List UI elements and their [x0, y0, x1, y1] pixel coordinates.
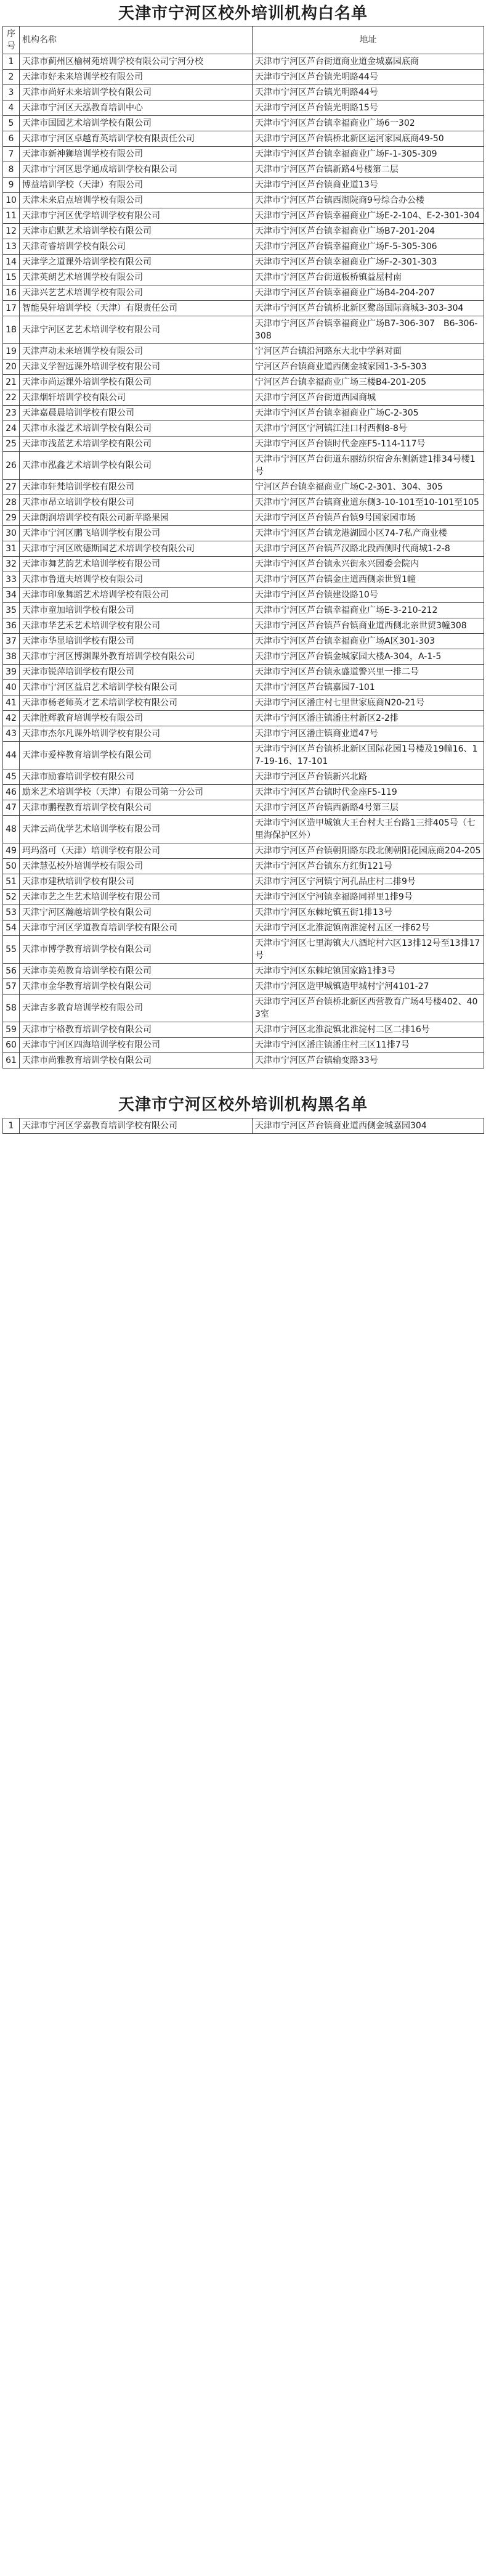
name-cell: 天津市鲁道夫培训学校有限公司: [20, 572, 253, 588]
name-cell: 天津奇睿培训学校有限公司: [20, 239, 253, 255]
num-cell: 61: [3, 1053, 20, 1069]
num-cell: 6: [3, 131, 20, 147]
num-cell: 1: [3, 54, 20, 70]
table-row: [3, 193, 484, 208]
header-name: 机构名称: [20, 27, 253, 54]
num-cell: 50: [3, 859, 20, 874]
addr-cell: 天津市宁河区潘庄镇潘庄村三区11排7号: [253, 1038, 484, 1053]
num-cell: 29: [3, 511, 20, 526]
addr-cell: 宁河区芦台镇幸福商业广场三楼B4-201-205: [253, 375, 484, 390]
num-cell: 16: [3, 285, 20, 301]
addr-cell: 天津市宁河区芦台镇幸福商业广场F-1-305-309: [253, 147, 484, 162]
num-cell: 51: [3, 874, 20, 890]
name-cell: 天津胜辉教育培训学校有限公司: [20, 711, 253, 726]
num-cell: 7: [3, 147, 20, 162]
name-cell: 天津市蓟州区榆树苑培训学校有限公司宁河分校: [20, 54, 253, 70]
table-row: [3, 100, 484, 116]
num-cell: 44: [3, 742, 20, 769]
num-cell: 52: [3, 890, 20, 905]
name-cell: 天津兴艺艺术培训学校有限公司: [20, 285, 253, 301]
addr-cell: 天津市宁河区东棘坨镇国家路1排3号: [253, 964, 484, 979]
table-row: [3, 406, 484, 421]
name-cell: 天津市爱梓教育培训学校有限公司: [20, 742, 253, 769]
num-cell: 22: [3, 390, 20, 406]
num-cell: 49: [3, 843, 20, 859]
name-cell: 励米艺术培训学校（天津）有限公司第一分公司: [20, 785, 253, 800]
num-cell: 18: [3, 316, 20, 344]
table-row: [3, 695, 484, 711]
table-row: [3, 618, 484, 634]
name-cell: 智能昊轩培训学校（天津）有限责任公司: [20, 301, 253, 316]
name-cell: 天津市宁格教育培训学校有限公司: [20, 1022, 253, 1038]
name-cell: 天津义学智远课外培训学校有限公司: [20, 359, 253, 375]
name-cell: 天津市尚好未来培训学校有限公司: [20, 85, 253, 100]
table-row: [3, 224, 484, 239]
table-row: [3, 131, 484, 147]
table-row: [3, 726, 484, 742]
name-cell: 天津市杰尔凡课外培训学校有限公司: [20, 726, 253, 742]
table-row: [3, 316, 484, 344]
addr-cell: 天津市宁河区芦台镇时代金座F5-119: [253, 785, 484, 800]
table-row: [3, 843, 484, 859]
table-row: [3, 70, 484, 85]
name-cell: 天津朗润培训学校有限公司新苹路果园: [20, 511, 253, 526]
addr-cell: 天津市宁河区芦台镇幸福商业广场E-2-104、E-2-301-304: [253, 208, 484, 224]
addr-cell: 天津市宁河区北淮淀镇南淮淀村五区一排62号: [253, 921, 484, 936]
name-cell: 天津市励睿培训学校有限公司: [20, 769, 253, 785]
name-cell: 天津英朗艺术培训学校有限公司: [20, 270, 253, 285]
table-row: [3, 816, 484, 843]
num-cell: 27: [3, 480, 20, 495]
num-cell: 58: [3, 995, 20, 1022]
table-row: [3, 359, 484, 375]
name-cell: 天津市金华教育培训学校有限公司: [20, 979, 253, 995]
table-row: [3, 890, 484, 905]
num-cell: 1: [3, 1118, 20, 1134]
num-cell: 42: [3, 711, 20, 726]
table-row: [3, 742, 484, 769]
name-cell: 天津市宁河区鹏飞培训学校有限公司: [20, 526, 253, 541]
name-cell: 天津市宁河区欧德斯国艺术培训学校有限公司: [20, 541, 253, 557]
table-row: [3, 301, 484, 316]
table-row: [3, 557, 484, 572]
table-row: [3, 344, 484, 359]
addr-cell: 天津市宁河区芦台镇幸福商业广场6一302: [253, 116, 484, 131]
name-cell: 天津市宁河区学嘉教育培训学校有限公司: [20, 1118, 253, 1134]
num-cell: 24: [3, 421, 20, 437]
name-cell: 天津市宁河区天泓教育培训中心: [20, 100, 253, 116]
addr-cell: 天津市宁河区芦台镇幸福商业广场F-5-305-306: [253, 239, 484, 255]
name-cell: 天津嘉晨晨培训学校有限公司: [20, 406, 253, 421]
addr-cell: 天津市宁河区芦台街道板桥镇益屋村南: [253, 270, 484, 285]
num-cell: 59: [3, 1022, 20, 1038]
table-row: [3, 680, 484, 695]
num-cell: 14: [3, 255, 20, 270]
name-cell: 天津市艺之生艺术培训学校有限公司: [20, 890, 253, 905]
table-row: [3, 541, 484, 557]
num-cell: 60: [3, 1038, 20, 1053]
name-cell: 天津市宁河区卓越育英培训学校有限责任公司: [20, 131, 253, 147]
name-cell: 天津市宁河区益启艺术培训学校有限公司: [20, 680, 253, 695]
table-row: [3, 285, 484, 301]
page: [0, 0, 486, 1134]
num-cell: 26: [3, 452, 20, 480]
addr-cell: 天津市宁河区芦台镇幸福商业广场F-2-301-303: [253, 255, 484, 270]
addr-cell: 天津市宁河区芦台街道东丽纺织宿舍东侧新建1排34号楼1号: [253, 452, 484, 480]
table-row: [3, 375, 484, 390]
addr-cell: 天津市宁河区芦台街道西园商城: [253, 390, 484, 406]
num-cell: 57: [3, 979, 20, 995]
table-row: [3, 1053, 484, 1069]
num-cell: 47: [3, 800, 20, 816]
name-cell: 天津市国园艺术培训学校有限公司: [20, 116, 253, 131]
addr-cell: 天津市宁河区芦台镇商业道东侧3-10-101至10-101至105: [253, 495, 484, 511]
name-cell: 天津市轩梵培训学校有限公司: [20, 480, 253, 495]
addr-cell: 天津市宁河区芦台镇永兴街永兴园委会院内: [253, 557, 484, 572]
addr-cell: 天津市宁河区芦台镇芦台镇商业道西侧北亲世贸3幢308: [253, 618, 484, 634]
addr-cell: 天津市宁河区潘庄镇商业道47号: [253, 726, 484, 742]
addr-cell: 天津市宁河区芦台镇商业道西侧金城嘉园304: [253, 1118, 484, 1134]
table-row: [3, 665, 484, 680]
name-cell: 天津吉多教育培训学校有限公司: [20, 995, 253, 1022]
blacklist-table: [2, 1118, 484, 1134]
name-cell: 天津未来启点培训学校有限公司: [20, 193, 253, 208]
table-row: [3, 255, 484, 270]
name-cell: 天津市好未来培训学校有限公司: [20, 70, 253, 85]
table-row: [3, 526, 484, 541]
name-cell: 天津市启默艺术培训学校有限公司: [20, 224, 253, 239]
name-cell: 天津烟轩培训学校有限公司: [20, 390, 253, 406]
addr-cell: 天津市宁河区东棘坨镇五街1排13号: [253, 905, 484, 921]
num-cell: 39: [3, 665, 20, 680]
name-cell: 天津声动未来培训学校有限公司: [20, 344, 253, 359]
whitelist-table: [2, 26, 484, 1069]
addr-cell: 天津市宁河区芦台镇光明路15号: [253, 100, 484, 116]
addr-cell: 天津市宁河区潘庄村七里世家底商N20-21号: [253, 695, 484, 711]
addr-cell: 天津市宁河区芦台镇桥北新区国际花园1号楼及19幢16、17-19-16、17-101: [253, 742, 484, 769]
name-cell: 天津市印象舞蹈艺术培训学校有限公司: [20, 588, 253, 603]
num-cell: 4: [3, 100, 20, 116]
name-cell: 天津市昂立培训学校有限公司: [20, 495, 253, 511]
name-cell: 天津市尚雅教育培训学校有限公司: [20, 1053, 253, 1069]
name-cell: 天津市美苑教育培训学校有限公司: [20, 964, 253, 979]
name-cell: 天津市博学教育培训学校有限公司: [20, 936, 253, 964]
table-row: [3, 270, 484, 285]
addr-cell: 天津市宁河区芦台镇幸福商业广场A区301-303: [253, 634, 484, 649]
addr-cell: 天津市宁河区芦台镇幸福商业广场B7-306-307 B6-306-308: [253, 316, 484, 344]
table-row: [3, 421, 484, 437]
table-row: [3, 588, 484, 603]
table-row: [3, 1038, 484, 1053]
num-cell: 13: [3, 239, 20, 255]
num-cell: 55: [3, 936, 20, 964]
num-cell: 35: [3, 603, 20, 618]
addr-cell: 天津市宁河区芦台镇建设路10号: [253, 588, 484, 603]
addr-cell: 天津市宁河区芦台镇龙港湖园小区74-7私产商业楼: [253, 526, 484, 541]
addr-cell: 天津市宁河区芦台镇桥北新区鹭岛国际商城3-303-304: [253, 301, 484, 316]
num-cell: 11: [3, 208, 20, 224]
header-addr: 地址: [253, 27, 484, 54]
num-cell: 53: [3, 905, 20, 921]
name-cell: 天津市宁河区四海培训学校有限公司: [20, 1038, 253, 1053]
num-cell: 36: [3, 618, 20, 634]
table-row: [3, 162, 484, 178]
name-cell: 天津市新神狮培训学校有限公司: [20, 147, 253, 162]
num-cell: 33: [3, 572, 20, 588]
table-row: [3, 1022, 484, 1038]
name-cell: 天津市宁河区优学培训学校有限公司: [20, 208, 253, 224]
name-cell: 天津市永溢艺术培训学校有限公司: [20, 421, 253, 437]
blacklist-title: 天津市宁河区校外培训机构黑名单: [118, 1096, 368, 1114]
num-cell: 31: [3, 541, 20, 557]
num-cell: 5: [3, 116, 20, 131]
table-row: [3, 634, 484, 649]
table-row: [3, 85, 484, 100]
num-cell: 25: [3, 437, 20, 452]
name-cell: 天津市锐萍培训学校有限公司: [20, 665, 253, 680]
table-row: [3, 178, 484, 193]
addr-cell: 天津市宁河区芦台镇永盛道警兴里一排二号: [253, 665, 484, 680]
addr-cell: 天津市宁河区芦台镇光明路44号: [253, 85, 484, 100]
addr-cell: 天津市宁河区潘庄镇潘庄村新区2-2排: [253, 711, 484, 726]
whitelist-title: 天津市宁河区校外培训机构白名单: [118, 4, 368, 23]
name-cell: 天津云尚优学艺术培训学校有限公司: [20, 816, 253, 843]
table-row: [3, 480, 484, 495]
addr-cell: 天津市宁河区芦台镇桥北新区运河家园底商49-50: [253, 131, 484, 147]
num-cell: 43: [3, 726, 20, 742]
addr-cell: 天津市宁河区芦台镇时代金座F5-114-117号: [253, 437, 484, 452]
table-row: [3, 511, 484, 526]
table-row: [3, 800, 484, 816]
num-cell: 48: [3, 816, 20, 843]
addr-cell: 天津市宁河区芦台镇新路4号楼第二层: [253, 162, 484, 178]
num-cell: 38: [3, 649, 20, 665]
addr-cell: 天津市宁河区芦台镇幸福商业广场E-3-210-212: [253, 603, 484, 618]
num-cell: 30: [3, 526, 20, 541]
table-row: [3, 649, 484, 665]
num-cell: 34: [3, 588, 20, 603]
num-cell: 23: [3, 406, 20, 421]
table-row: [3, 936, 484, 964]
name-cell: 天津市舞艺韵艺术培训学校有限公司: [20, 557, 253, 572]
table-row: [3, 769, 484, 785]
table-row: [3, 859, 484, 874]
name-cell: 天津市宁河区学道教育培训学校有限公司: [20, 921, 253, 936]
addr-cell: 宁河区芦台镇幸福商业广场C-2-301、304、305: [253, 480, 484, 495]
addr-cell: 宁河区芦台镇商业道西侧金城家园1-3-5-303: [253, 359, 484, 375]
table-row: [3, 147, 484, 162]
addr-cell: 天津市宁河区芦台镇金庄道西侧亲世贸1幢: [253, 572, 484, 588]
table-row: [3, 495, 484, 511]
table-row: [3, 452, 484, 480]
table-row: [3, 390, 484, 406]
num-cell: 41: [3, 695, 20, 711]
name-cell: 天津市宁河区博渊课外教育培训学校有限公司: [20, 649, 253, 665]
addr-cell: 天津市宁河区芦台镇幸福商业广场C-2-305: [253, 406, 484, 421]
table-row: [3, 437, 484, 452]
table-row: [3, 208, 484, 224]
name-cell: 天津宁河区艺艺术培训学校有限公司: [20, 316, 253, 344]
table-row: [3, 979, 484, 995]
addr-cell: 天津市宁河区造甲城镇大王台村大王台路1三排405号（七里海保护区外）: [253, 816, 484, 843]
num-cell: 17: [3, 301, 20, 316]
addr-cell: 天津市宁河区芦台镇朝阳路东段北侧朝阳花园底商204-205: [253, 843, 484, 859]
num-cell: 56: [3, 964, 20, 979]
addr-cell: 天津市宁河区芦台镇西新路4号第三层: [253, 800, 484, 816]
name-cell: 天津市建秋培训学校有限公司: [20, 874, 253, 890]
num-cell: 21: [3, 375, 20, 390]
name-cell: 天津学之道课外培训学校有限公司: [20, 255, 253, 270]
addr-cell: 天津市宁河区芦台镇金城家园大楼A-304，A-1-5: [253, 649, 484, 665]
num-cell: 8: [3, 162, 20, 178]
name-cell: 天津市童加培训学校有限公司: [20, 603, 253, 618]
addr-cell: 天津市宁河区造甲城镇造甲城村宁河4101-27: [253, 979, 484, 995]
table-row: [3, 603, 484, 618]
addr-cell: 天津市宁河区芦台镇嘉园7-101: [253, 680, 484, 695]
table-row: [3, 1118, 484, 1134]
addr-cell: 天津市宁河区芦台镇东方红街121号: [253, 859, 484, 874]
addr-cell: 天津市宁河区宁河镇幸福路同祥里1排9号: [253, 890, 484, 905]
name-cell: 天津市尚运课外培训学校有限公司: [20, 375, 253, 390]
num-cell: 40: [3, 680, 20, 695]
name-cell: 天津市宁河区思学通成培训学校有限公司: [20, 162, 253, 178]
table-row: [3, 874, 484, 890]
table-row: [3, 239, 484, 255]
addr-cell: 天津市宁河区宁河镇江洼口村西侧8-8号: [253, 421, 484, 437]
header-num: 序号: [3, 27, 20, 54]
name-cell: 天津市杨老师英才艺术培训学校有限公司: [20, 695, 253, 711]
table-row: [3, 905, 484, 921]
num-cell: 12: [3, 224, 20, 239]
num-cell: 28: [3, 495, 20, 511]
num-cell: 15: [3, 270, 20, 285]
table-row: [3, 921, 484, 936]
addr-cell: 天津市宁河区芦台镇幸福商业广场B4-204-207: [253, 285, 484, 301]
addr-cell: 宁河区芦台镇沿河路东大北中学斜对面: [253, 344, 484, 359]
section-gap: [2, 1069, 484, 1092]
num-cell: 54: [3, 921, 20, 936]
num-cell: 3: [3, 85, 20, 100]
addr-cell: 天津市宁河区芦台镇新兴北路: [253, 769, 484, 785]
name-cell: 天津市泓鑫艺术培训学校有限公司: [20, 452, 253, 480]
name-cell: 玛玛洛可（天津）培训学校有限公司: [20, 843, 253, 859]
addr-cell: 天津市宁河区七里海镇大八酒坨村六区13排12号至13排17号: [253, 936, 484, 964]
addr-cell: 天津市宁河区芦台镇西湖院商9号综合办公楼: [253, 193, 484, 208]
name-cell: 天津市浅蓝艺术培训学校有限公司: [20, 437, 253, 452]
addr-cell: 天津市宁河区芦台街道商业道金城嘉园底商: [253, 54, 484, 70]
addr-cell: 天津市宁河区芦台镇光明路44号: [253, 70, 484, 85]
addr-cell: 天津市宁河区芦台镇芦汉路北段西侧时代商城1-2-8: [253, 541, 484, 557]
table-row: [3, 711, 484, 726]
table-row: [3, 785, 484, 800]
num-cell: 32: [3, 557, 20, 572]
addr-cell: 天津市宁河区芦台镇桥北新区西营教育广场4号楼402、403室: [253, 995, 484, 1022]
table-row: [3, 116, 484, 131]
name-cell: 天津市鹏程教育培训学校有限公司: [20, 800, 253, 816]
addr-cell: 天津市宁河区芦台镇幸福商业广场B7-201-204: [253, 224, 484, 239]
num-cell: 46: [3, 785, 20, 800]
addr-cell: 天津市宁河区北淮淀镇北淮淀村二区二排16号: [253, 1022, 484, 1038]
table-row: [3, 964, 484, 979]
num-cell: 2: [3, 70, 20, 85]
name-cell: 天津宁河区瀚越培训学校有限公司: [20, 905, 253, 921]
name-cell: 天津慧弘校外培训学校有限公司: [20, 859, 253, 874]
table-row: [3, 995, 484, 1022]
name-cell: 天津市华显培训学校有限公司: [20, 634, 253, 649]
table-row: [3, 54, 484, 70]
num-cell: 10: [3, 193, 20, 208]
table-header-row: [3, 27, 484, 54]
num-cell: 20: [3, 359, 20, 375]
num-cell: 37: [3, 634, 20, 649]
addr-cell: 天津市宁河区宁河镇宁河孔品庄村二排9号: [253, 874, 484, 890]
addr-cell: 天津市宁河区芦台镇商业道13号: [253, 178, 484, 193]
num-cell: 45: [3, 769, 20, 785]
addr-cell: 天津市宁河区芦台镇芦台镇9号国家园市场: [253, 511, 484, 526]
addr-cell: 天津市宁河区芦台镇输变路33号: [253, 1053, 484, 1069]
name-cell: 博益培训学校（天津）有限公司: [20, 178, 253, 193]
table-row: [3, 572, 484, 588]
num-cell: 19: [3, 344, 20, 359]
name-cell: 天津市华艺禾艺术培训学校有限公司: [20, 618, 253, 634]
num-cell: 9: [3, 178, 20, 193]
